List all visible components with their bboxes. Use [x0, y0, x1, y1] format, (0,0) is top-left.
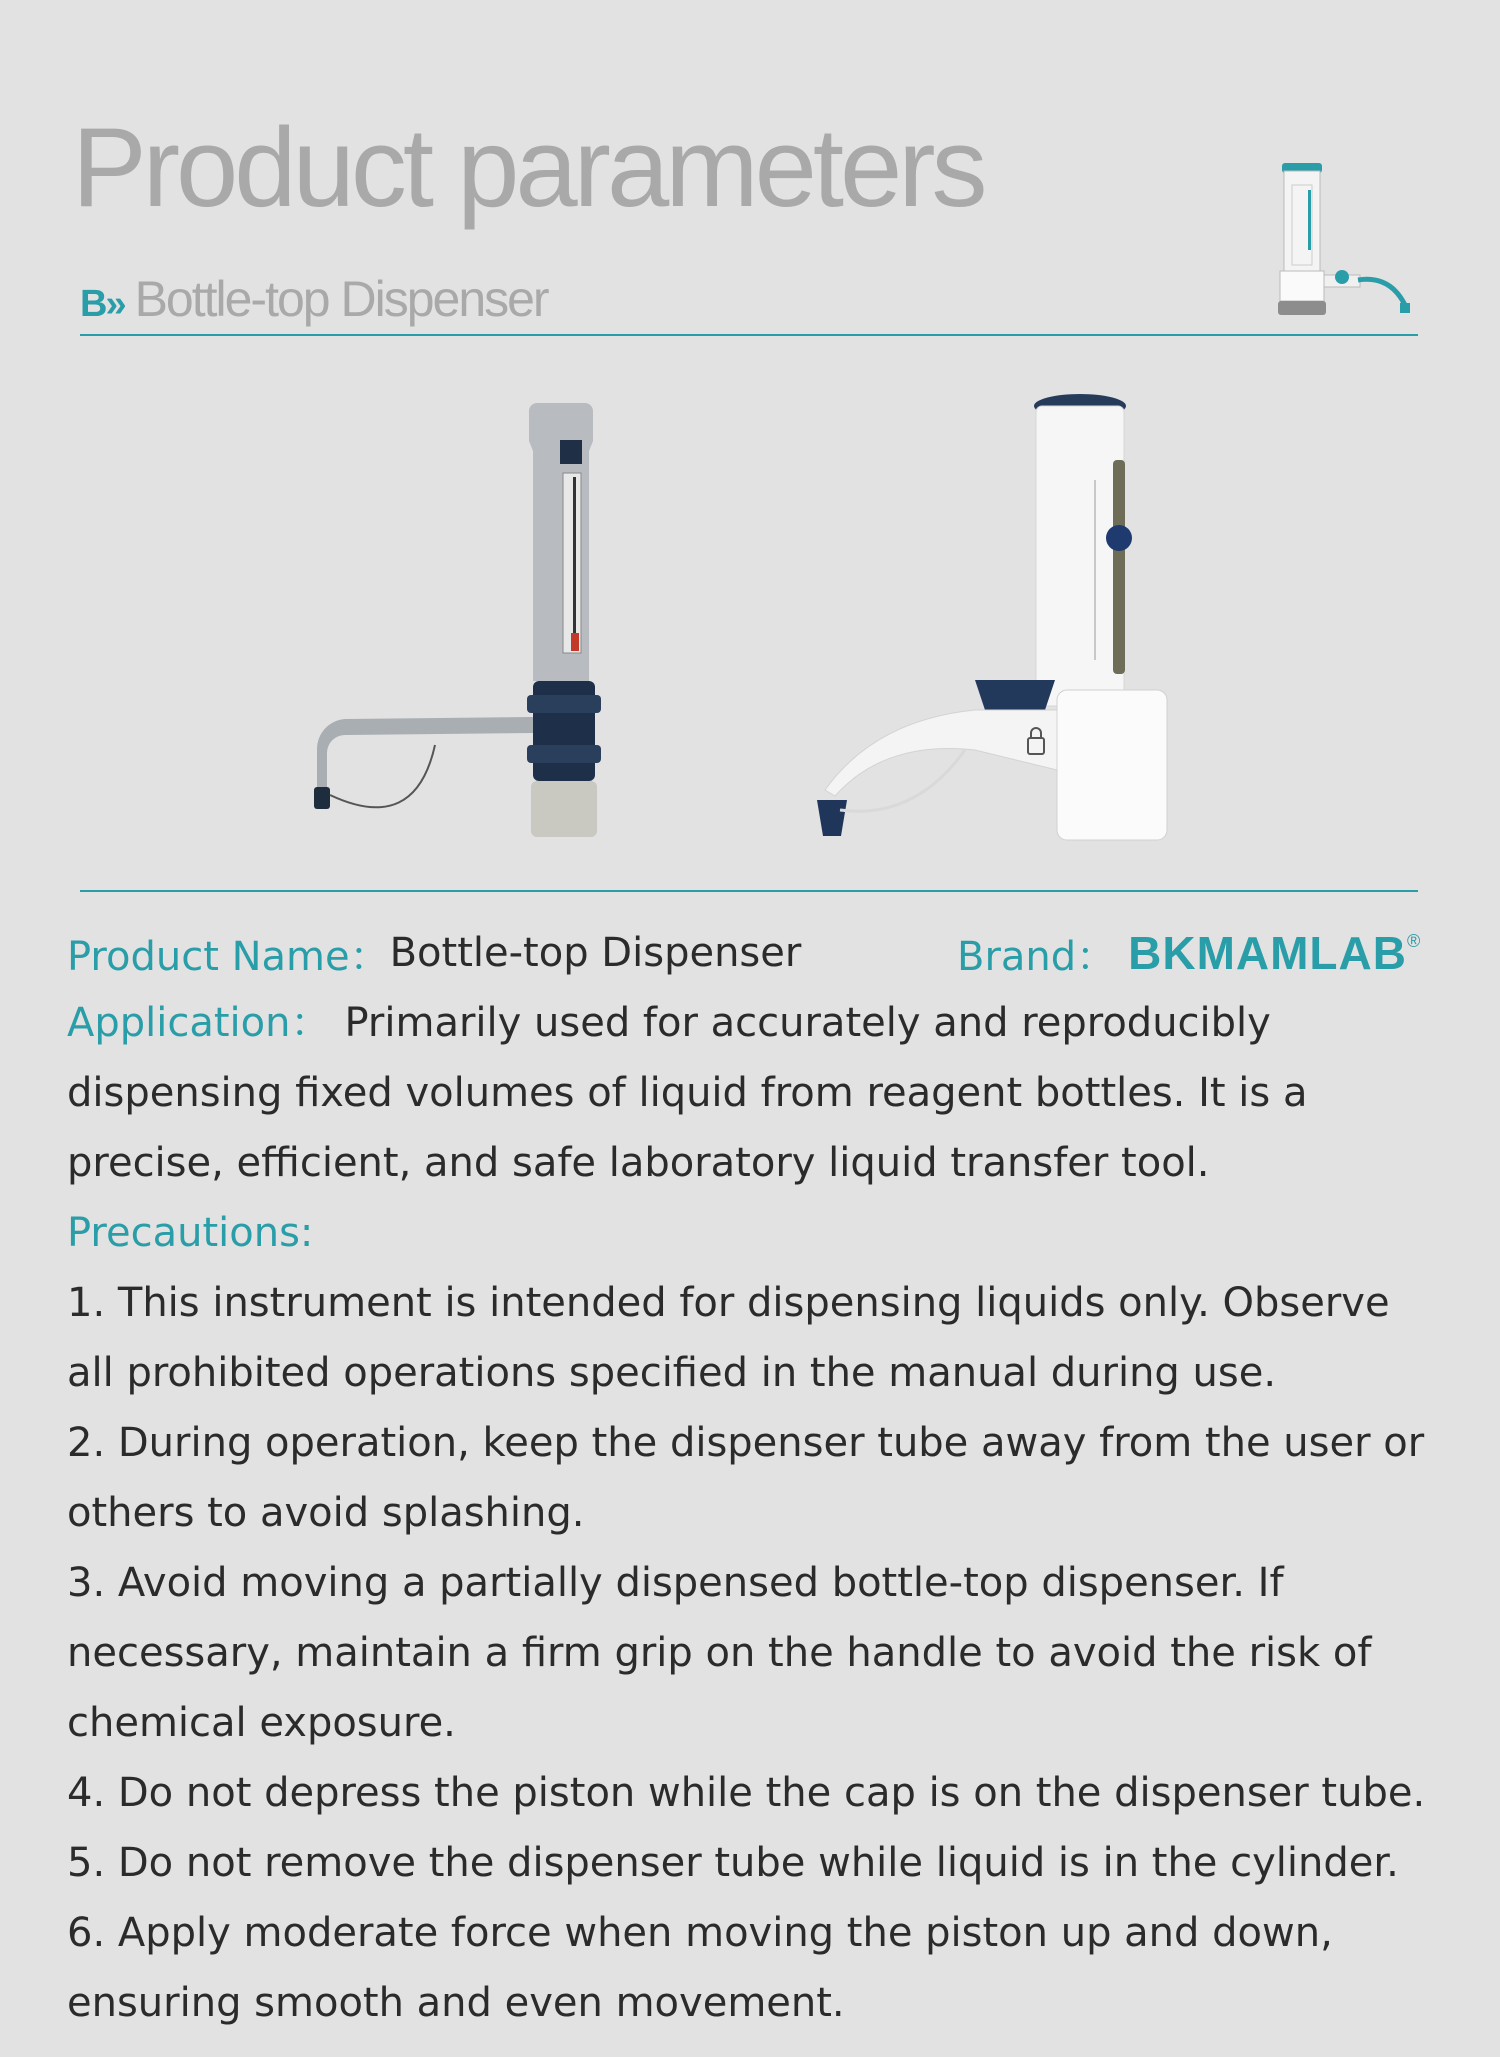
subtitle-row [80, 270, 548, 328]
precaution-item: 2. During operation, keep the dispenser tube away from the user or others to avoid splashing. [67, 1420, 1425, 1536]
brand-label: Brand： [957, 933, 1117, 980]
application-text: Primarily used for accurately and reproducibly dispensing fixed volumes of liquid from reagent bottles. It is a precise, efficient, and safe laboratory liquid transfer tool. [67, 1000, 1308, 1186]
section-divider [80, 890, 1418, 892]
precaution-item: 5. Do not remove the dispenser tube while liquid is in the cylinder. [67, 1840, 1399, 1886]
precaution-item: 3. Avoid moving a partially dispensed bottle-top dispenser. If necessary, maintain a firm grip on the handle to avoid the risk of chemical exposure. [67, 1560, 1372, 1746]
brand [957, 918, 1421, 988]
application-paragraph [67, 988, 1439, 1198]
product-name-value: Bottle-top Dispenser [389, 930, 802, 976]
subtitle-logo: B» [80, 283, 125, 325]
dispenser-thumbnail-image [1270, 155, 1430, 325]
gray-dispenser-image [275, 395, 635, 855]
precaution-item: 1. This instrument is intended for dispensing liquids only. Observe all prohibited operations specified in the manual during use. [67, 1280, 1390, 1396]
precaution-item: 4. Do not depress the piston while the cap is on the dispenser tube. [67, 1770, 1426, 1816]
header-divider [80, 334, 1418, 336]
product-name-label: Product Name： [67, 933, 390, 980]
brand-logo [1128, 926, 1421, 980]
registered-mark: ® [1406, 930, 1422, 951]
page-subtitle: Bottle-top Dispenser [134, 271, 548, 327]
brand-logo-text: BKMAMLAB [1128, 927, 1407, 979]
application-label: Application： [67, 1000, 331, 1046]
precaution-item: 6. Apply moderate force when moving the piston up and down, ensuring smooth and even movement. [67, 1910, 1333, 2026]
white-dispenser-image [795, 390, 1195, 850]
precautions-heading: Precautions: [67, 1210, 314, 1256]
page-title: Product parameters [72, 105, 984, 230]
product-info [67, 918, 1439, 2038]
